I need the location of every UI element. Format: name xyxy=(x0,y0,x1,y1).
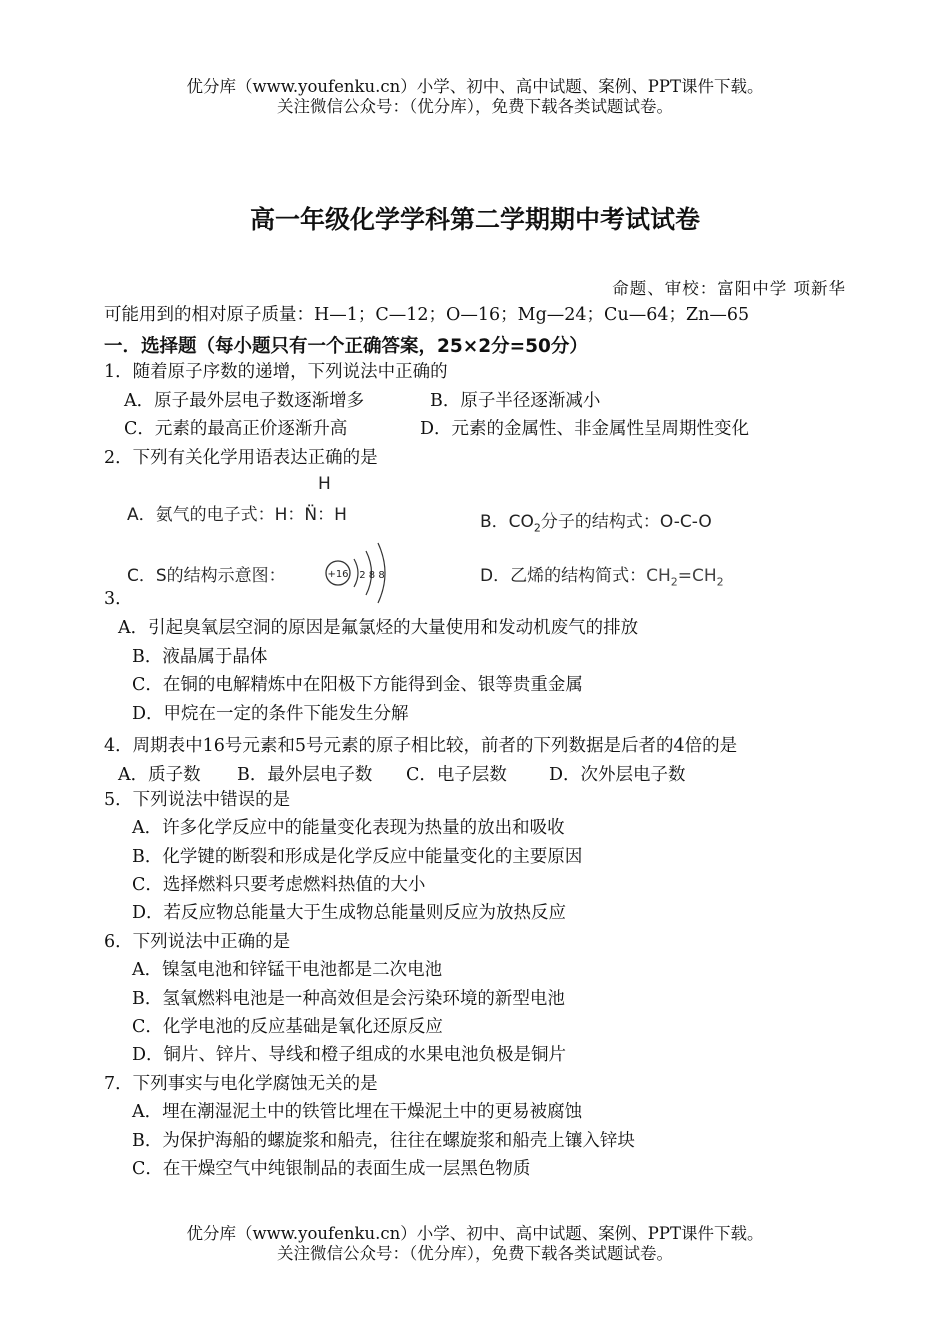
q2-option-a xyxy=(127,500,347,525)
q1-option-c: C．元素的最高正价逐渐升高 xyxy=(124,419,348,439)
footer-line-1: 优分库（www.youfenku.cn）小学、初中、高中试题、案例、PPT课件下载。 xyxy=(186,1224,764,1243)
q3-option-b: B．液晶属于晶体 xyxy=(132,647,268,667)
q2-ammonia-top-h: H xyxy=(318,474,331,494)
q4-option-c: C．电子层数 xyxy=(406,765,507,785)
q2-option-b-text: 分子的结构式：O-C-O xyxy=(540,512,712,532)
q7-option-a: A．埋在潮湿泥土中的铁管比埋在干燥泥土中的更易被腐蚀 xyxy=(132,1102,583,1122)
footer-line-2: 关注微信公众号：（优分库），免费下载各类试题试卷。 xyxy=(277,1244,673,1263)
q2-option-d xyxy=(480,561,724,588)
q3-option-c: C．在铜的电解精炼中在阳极下方能得到金、银等贵重金属 xyxy=(132,675,583,695)
author-line: 命题、审校：富阳中学 项新华 xyxy=(612,279,846,298)
sulfur-structure-diagram xyxy=(322,535,397,610)
q7-stem: 7．下列事实与电化学腐蚀无关的是 xyxy=(104,1074,378,1094)
q2-ethylene-sub-1: 2 xyxy=(670,575,678,589)
q3-stem: 3． xyxy=(104,589,133,609)
q6-option-b: B．氢氧燃料电池是一种高效但是会污染环境的新型电池 xyxy=(132,989,565,1009)
q4-option-a: A．质子数 xyxy=(118,765,201,785)
q4-option-d: D．次外层电子数 xyxy=(549,765,686,785)
q7-option-b: B．为保护海船的螺旋浆和船壳，往往在螺旋浆和船壳上镶入锌块 xyxy=(132,1131,635,1151)
q6-option-a: A．镍氢电池和锌锰干电池都是二次电池 xyxy=(132,960,443,980)
q6-option-c: C．化学电池的反应基础是氧化还原反应 xyxy=(132,1017,443,1037)
q2-ethylene-part-1: CH xyxy=(646,566,671,586)
q2-option-b-label: B．CO xyxy=(480,512,534,532)
q2-option-b xyxy=(480,507,712,534)
q3-option-a: A．引起臭氧层空洞的原因是氟氯烃的大量使用和发动机废气的排放 xyxy=(118,618,639,638)
q2-option-a-label: A．氨气的电子式： xyxy=(127,505,275,525)
q2-ammonia-formula: H：N̈：H xyxy=(274,505,347,525)
q2-stem: 2．下列有关化学用语表达正确的是 xyxy=(104,448,378,468)
q2-option-d-label: D．乙烯的结构简式： xyxy=(480,566,647,586)
q5-option-b: B．化学键的断裂和形成是化学反应中能量变化的主要原因 xyxy=(132,847,583,867)
q5-option-c: C．选择燃料只要考虑燃料热值的大小 xyxy=(132,875,426,895)
shell-arc-1 xyxy=(354,559,358,587)
q1-stem: 1．随着原子序数的递增，下列说法中正确的 xyxy=(104,362,448,382)
q5-option-d: D．若反应物总能量大于生成物总能量则反应为放热反应 xyxy=(132,903,567,923)
header-line-1: 优分库（www.youfenku.cn）小学、初中、高中试题、案例、PPT课件下载。 xyxy=(186,77,764,96)
nucleus-charge: +16 xyxy=(327,569,349,580)
page-title: 高一年级化学学科第二学期期中考试试卷 xyxy=(249,205,700,234)
q3-option-d: D．甲烷在一定的条件下能发生分解 xyxy=(132,704,409,724)
q5-option-a: A．许多化学反应中的能量变化表现为热量的放出和吸收 xyxy=(132,818,565,838)
q5-stem: 5．下列说法中错误的是 xyxy=(104,790,291,810)
q4-option-b: B．最外层电子数 xyxy=(237,765,373,785)
q4-stem: 4．周期表中16号元素和5号元素的原子相比较，前者的下列数据是后者的4倍的是 xyxy=(104,736,738,756)
q2-ethylene-part-2: =CH xyxy=(677,566,717,586)
header-line-2: 关注微信公众号：（优分库），免费下载各类试题试卷。 xyxy=(277,97,673,116)
q6-stem: 6．下列说法中正确的是 xyxy=(104,932,291,952)
atomic-masses: 可能用到的相对原子质量：H—1；C—12；O—16；Mg—24；Cu—64；Zn—65 xyxy=(104,305,750,325)
q2-co2-subscript: 2 xyxy=(533,521,541,535)
q6-option-d: D．铜片、锌片、导线和橙子组成的水果电池负极是铜片 xyxy=(132,1045,567,1065)
shell-electron-counts: 2 8 8 xyxy=(359,570,385,581)
q7-option-c: C．在干燥空气中纯银制品的表面生成一层黑色物质 xyxy=(132,1159,531,1179)
q2-option-c-label: C．S的结构示意图： xyxy=(127,566,286,586)
q1-option-b: B．原子半径逐渐减小 xyxy=(430,391,601,411)
q1-option-a: A．原子最外层电子数逐渐增多 xyxy=(124,391,365,411)
q1-option-d: D．元素的金属性、非金属性呈周期性变化 xyxy=(420,419,750,439)
section-heading: 一．选择题（每小题只有一个正确答案，25×2分=50分） xyxy=(104,336,588,357)
q2-ethylene-sub-2: 2 xyxy=(716,575,724,589)
